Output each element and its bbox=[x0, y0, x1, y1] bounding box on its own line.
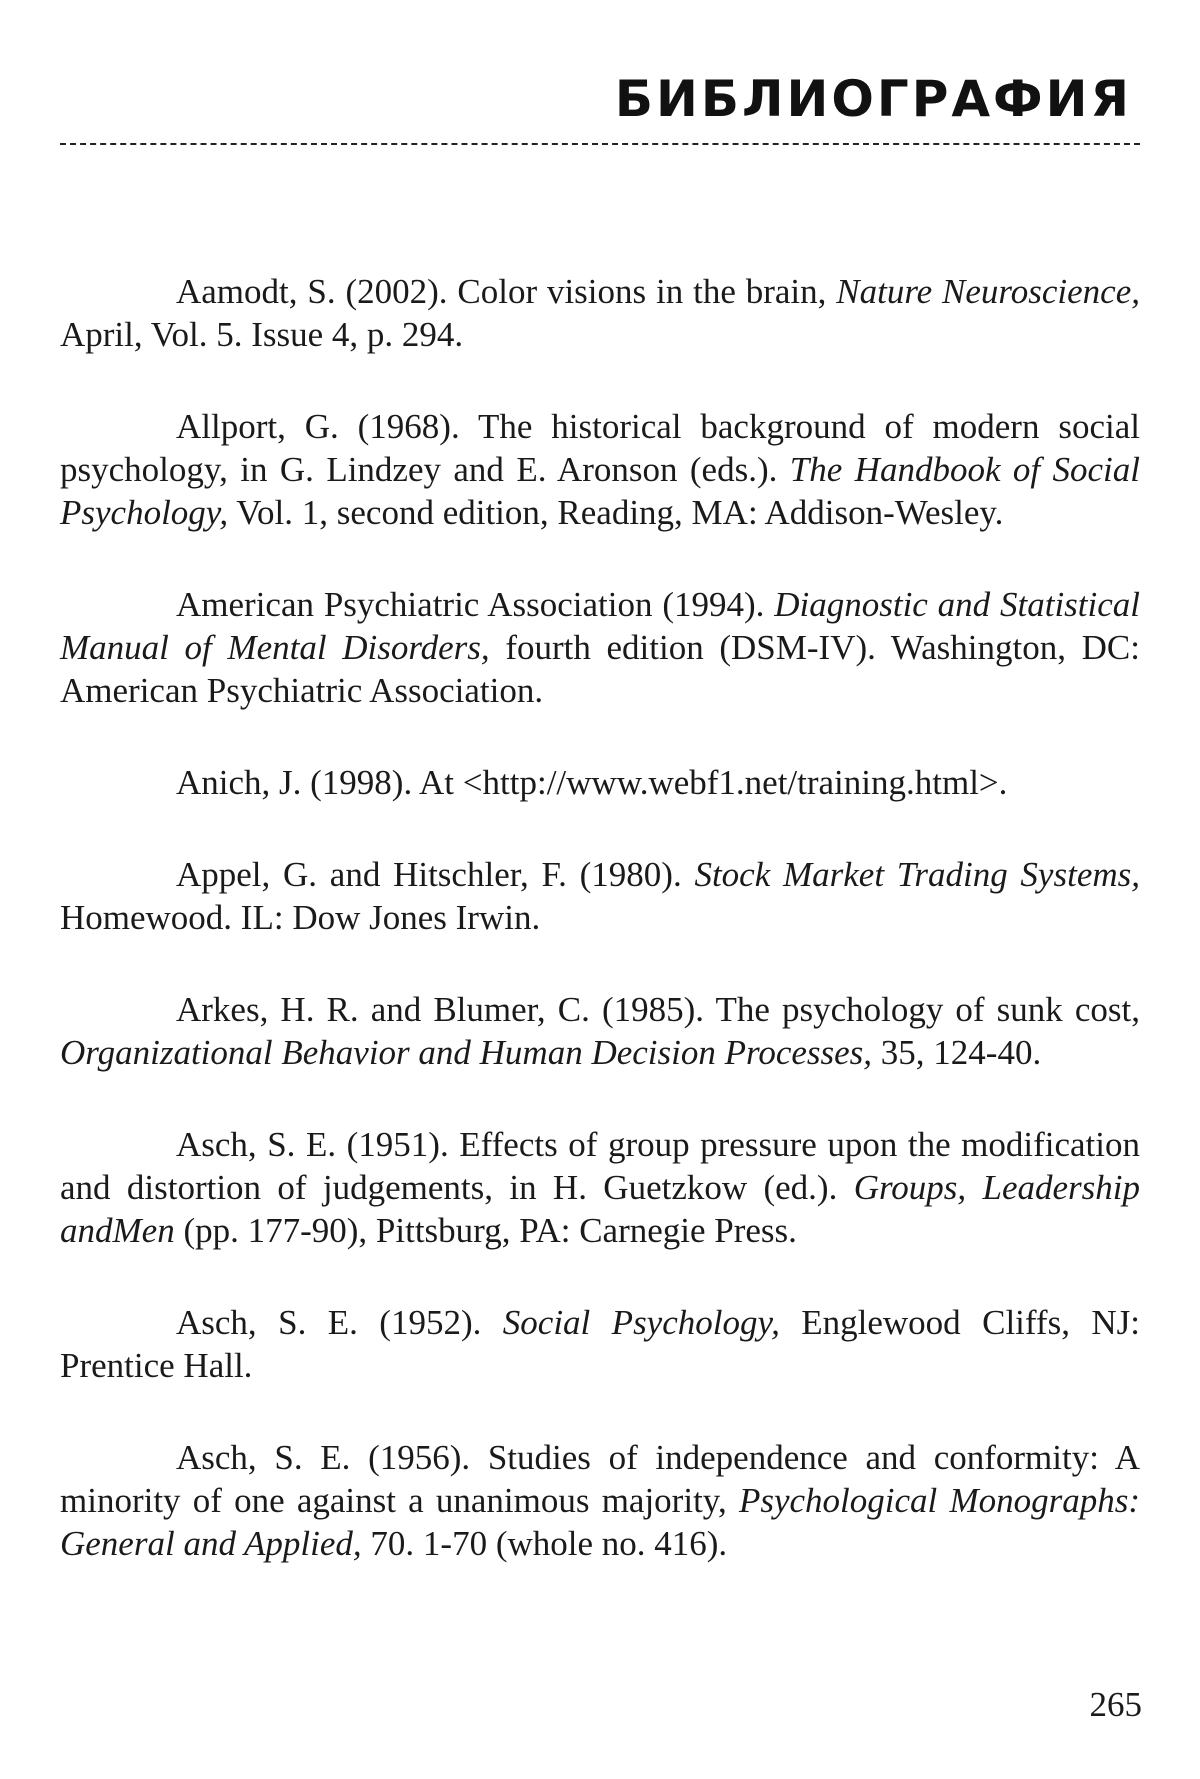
entry-italic-title: Stock Market Trading Systems, bbox=[694, 855, 1140, 894]
entry-text: Vol. 1, second edition, Reading, MA: Addison-Wesley. bbox=[228, 493, 1004, 532]
entry-text: Asch, S. E. (1952). bbox=[176, 1303, 503, 1342]
entry-text: Englewood Cliffs, NJ: Prentice Hall. bbox=[60, 1303, 1140, 1385]
bibliography-entry bbox=[60, 1123, 1140, 1252]
bibliography-entry bbox=[60, 583, 1140, 712]
entry-italic-title: Social Psychology, bbox=[502, 1303, 780, 1342]
entry-text: Asch, S. E. (1956). Studies of independence and conformity: A minority of one against a unanimous majority, bbox=[60, 1438, 1140, 1520]
entry-text: Arkes, H. R. and Blumer, C. (1985). The psychology of sunk cost, bbox=[176, 990, 1140, 1029]
entry-text: 70. 1-70 (whole no. 416). bbox=[361, 1524, 728, 1563]
entry-text: 35, 124-40. bbox=[872, 1033, 1042, 1072]
page-number: 265 bbox=[1089, 1685, 1142, 1724]
entry-text: April, Vol. 5. Issue 4, p. 294. bbox=[60, 315, 464, 354]
entry-italic-title: Psychological Monographs: General and Applied, bbox=[60, 1481, 1140, 1563]
entry-italic-title: Nature Neuroscience, bbox=[836, 272, 1140, 311]
page-header bbox=[60, 60, 1140, 145]
entry-italic-title: The Handbook of Social Psychology, bbox=[60, 450, 1140, 532]
bibliography-entry bbox=[60, 270, 1140, 356]
page-title: БИБЛИОГРАФИЯ bbox=[614, 70, 1132, 128]
bibliography-entry bbox=[60, 1301, 1140, 1387]
entry-text: American Psychiatric Association (1994). bbox=[176, 585, 775, 624]
entry-text: Aamodt, S. (2002). Color visions in the brain, bbox=[176, 272, 837, 311]
bibliography-entry bbox=[60, 405, 1140, 534]
entry-text: Allport, G. (1968). The historical background of modern social psychology, in G. Lindzey and E. Aronson (eds.). bbox=[60, 407, 1140, 489]
header-divider bbox=[60, 143, 1140, 145]
bibliography-entry bbox=[60, 853, 1140, 939]
bibliography-entry bbox=[60, 1436, 1140, 1565]
bibliography-entry bbox=[60, 761, 1140, 804]
bibliography-entry bbox=[60, 988, 1140, 1074]
bibliography-list bbox=[60, 270, 1140, 1614]
entry-italic-title: Groups, Leadership andMen bbox=[60, 1168, 1141, 1250]
entry-text: Asch, S. E. (1951). Effects of group pressure upon the modification and distortion of judgements, in H. Guetzkow (ed.). bbox=[60, 1125, 1140, 1207]
entry-text: fourth edition (DSM-IV). Washington, DC: American Psychiatric Association. bbox=[60, 628, 1140, 710]
entry-text: Appel, G. and Hitschler, F. (1980). bbox=[176, 855, 695, 894]
entry-text: (pp. 177-90), Pittsburg, PA: Carnegie Press. bbox=[174, 1211, 797, 1250]
entry-italic-title: Organizational Behavior and Human Decision Processes, bbox=[60, 1033, 873, 1072]
entry-text: Homewood. IL: Dow Jones Irwin. bbox=[60, 898, 541, 937]
entry-text: Anich, J. (1998). At <http://www.webf1.net/training.html>. bbox=[176, 763, 1008, 802]
entry-italic-title: Diagnostic and Statistical Manual of Mental Disorders, bbox=[60, 585, 1141, 667]
